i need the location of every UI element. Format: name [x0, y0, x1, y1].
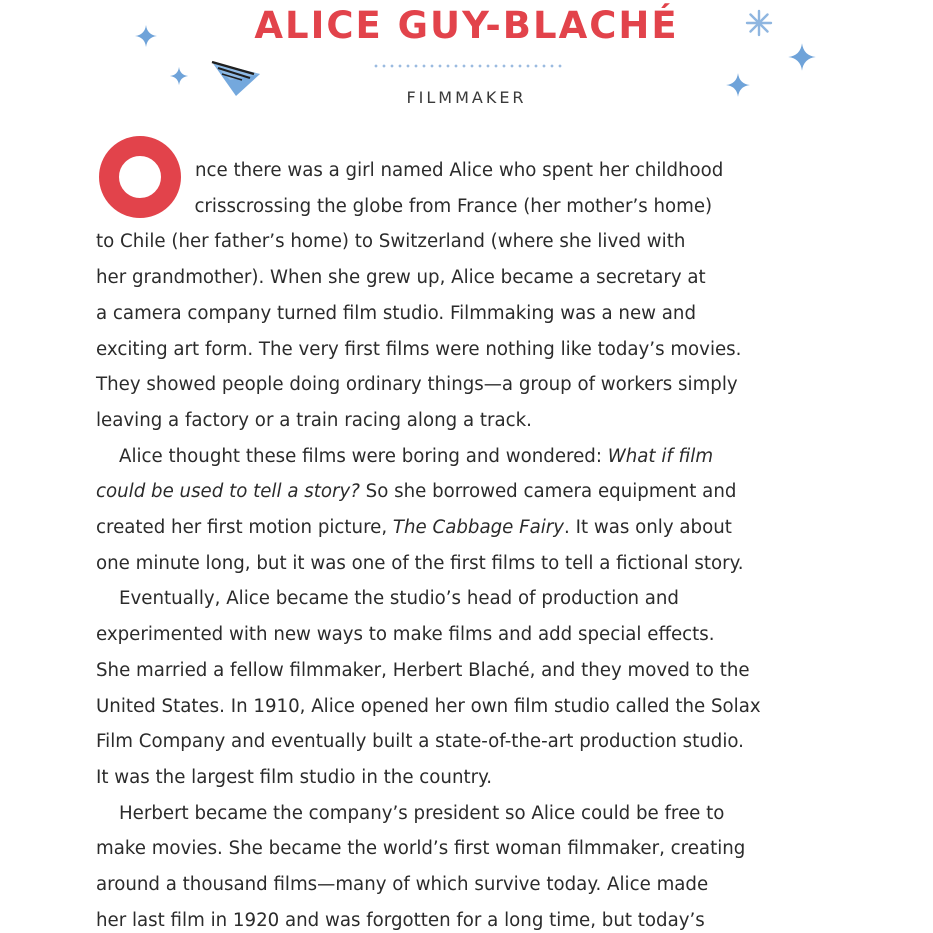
text-line: to Chile (her father’s home) to Switzerland (where she lived with: [96, 231, 686, 253]
text-line: [96, 474, 841, 510]
dropcap-o-icon: [96, 133, 184, 211]
text-line: experimented with new ways to make films and add special effects.: [96, 624, 715, 646]
paragraph-1: [96, 153, 841, 439]
text-run: created her first motion picture,: [96, 517, 393, 539]
text-line: Eventually, Alice became the studio’s head of production and: [119, 588, 679, 610]
page-title: ALICE GUY-BLACHÉ: [254, 4, 679, 47]
text-line: She married a fellow filmmaker, Herbert Blaché, and they moved to the: [96, 659, 750, 681]
text-line: one minute long, but it was one of the first films to tell a fictional story.: [96, 552, 744, 574]
text-line: exciting art form. The very first films were nothing like today’s movies.: [96, 338, 742, 360]
text-line: nce there was a girl named Alice who spent her childhood: [194, 160, 724, 181]
body-text: [96, 153, 841, 933]
text-line: Herbert became the company’s president so Alice could be free to: [119, 802, 725, 824]
text-line: a camera company turned film studio. Filmmaking was a new and: [96, 302, 697, 324]
italic-text: What if film: [607, 445, 714, 467]
text-line: crisscrossing the globe from France (her mother’s home): [194, 195, 713, 217]
text-line: leaving a factory or a train racing along a track.: [96, 409, 532, 431]
text-line: [96, 439, 841, 475]
film-title: The Cabbage Fairy: [392, 517, 565, 539]
text-line: Film Company and eventually built a state-of-the-art production studio.: [96, 731, 744, 753]
paragraph-2: [96, 439, 841, 582]
text-line: They showed people doing ordinary things—a group of workers simply: [96, 374, 738, 396]
sparkle-star-icon: [169, 66, 189, 86]
italic-text: could be used to tell a story?: [96, 481, 360, 503]
text-run: So she borrowed camera equipment and: [359, 481, 737, 503]
text-run: . It was only about: [564, 517, 732, 539]
text-line: her last film in 1920 and was forgotten for a long time, but today’s: [96, 909, 705, 931]
paragraph-4: [96, 796, 841, 933]
text-line: United States. In 1910, Alice opened her own film studio called the Solax: [96, 695, 761, 717]
text-line: It was the largest film studio in the country.: [96, 766, 493, 788]
paragraph-3: [96, 581, 841, 795]
page-subtitle: FILMMAKER: [406, 88, 527, 107]
dotted-divider: [372, 64, 562, 68]
text-line: around a thousand films—many of which survive today. Alice made: [96, 874, 709, 896]
text-run: Alice thought these films were boring and wondered:: [119, 445, 608, 467]
text-line: [96, 510, 841, 546]
text-line: make movies. She became the world’s first woman filmmaker, creating: [96, 838, 746, 860]
text-line: her grandmother). When she grew up, Alice became a secretary at: [96, 267, 706, 289]
